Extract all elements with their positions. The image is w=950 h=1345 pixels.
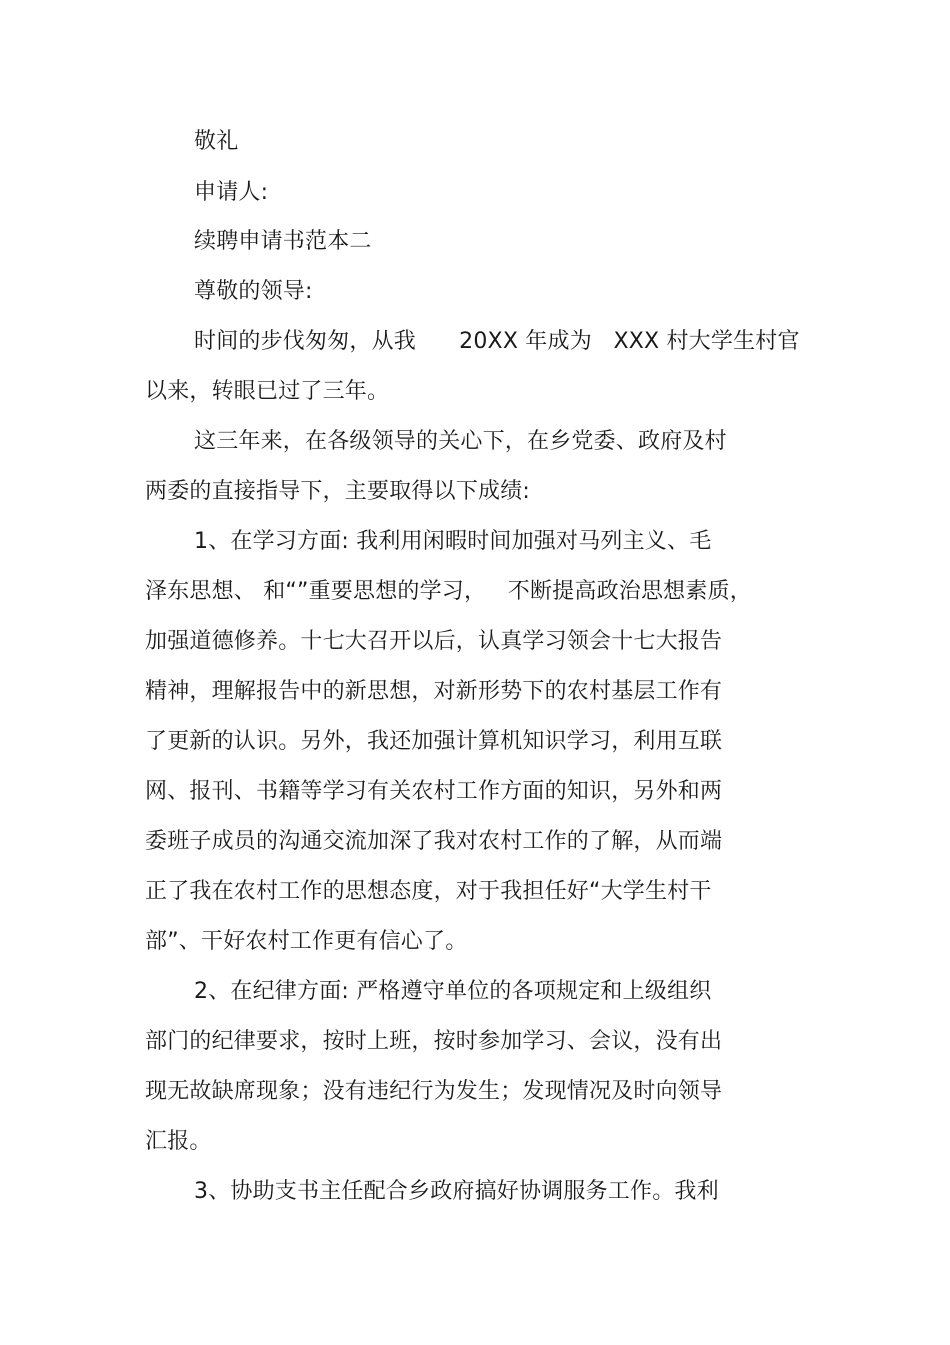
closing-salutation: 敬礼	[194, 129, 239, 154]
paragraph-line: 1、在学习方面: 我利用闲暇时间加强对马列主义、毛	[194, 529, 712, 554]
paragraph-line: 正了我在农村工作的思想态度，对于我担任好“大学生村干	[145, 879, 712, 904]
section-title: 续聘申请书范本二	[194, 229, 372, 254]
paragraph-line: 现无故缺席现象；没有违纪行为发生；发现情况及时向领导	[145, 1079, 723, 1104]
paragraph-line: 3、协助支书主任配合乡政府搞好协调服务工作。我利	[194, 1179, 719, 1204]
paragraph-line: 以来，转眼已过了三年。	[145, 379, 390, 404]
greeting: 尊敬的领导:	[194, 279, 313, 304]
paragraph-line: 2、在纪律方面: 严格遵守单位的各项规定和上级组织	[194, 979, 712, 1004]
applicant-label: 申请人:	[194, 180, 269, 205]
paragraph-line: 泽东思想、 和“”重要思想的学习， 不断提高政治思想素质，	[145, 579, 752, 604]
paragraph-line: 部”、干好农村工作更有信心了。	[145, 929, 468, 954]
paragraph-line: 两委的直接指导下，主要取得以下成绩:	[145, 479, 531, 504]
paragraph-line: 精神，理解报告中的新思想，对新形势下的农村基层工作有	[145, 679, 723, 704]
paragraph-line: 加强道德修养。十七大召开以后，认真学习领会十七大报告	[145, 629, 723, 654]
paragraph-line: 部门的纪律要求，按时上班，按时参加学习、会议，没有出	[145, 1029, 723, 1054]
paragraph-line: 网、报刊、书籍等学习有关农村工作方面的知识，另外和两	[145, 779, 723, 804]
paragraph-line: 委班子成员的沟通交流加深了我对农村工作的了解，从而端	[145, 829, 723, 854]
paragraph-line: 时间的步伐匆匆，从我 20XX 年成为 XXX 村大学生村官	[194, 329, 800, 354]
paragraph-line: 这三年来，在各级领导的关心下，在乡党委、政府及村	[194, 429, 727, 454]
paragraph-line: 了更新的认识。另外，我还加强计算机知识学习，利用互联	[145, 729, 723, 754]
paragraph-line: 汇报。	[145, 1129, 212, 1154]
